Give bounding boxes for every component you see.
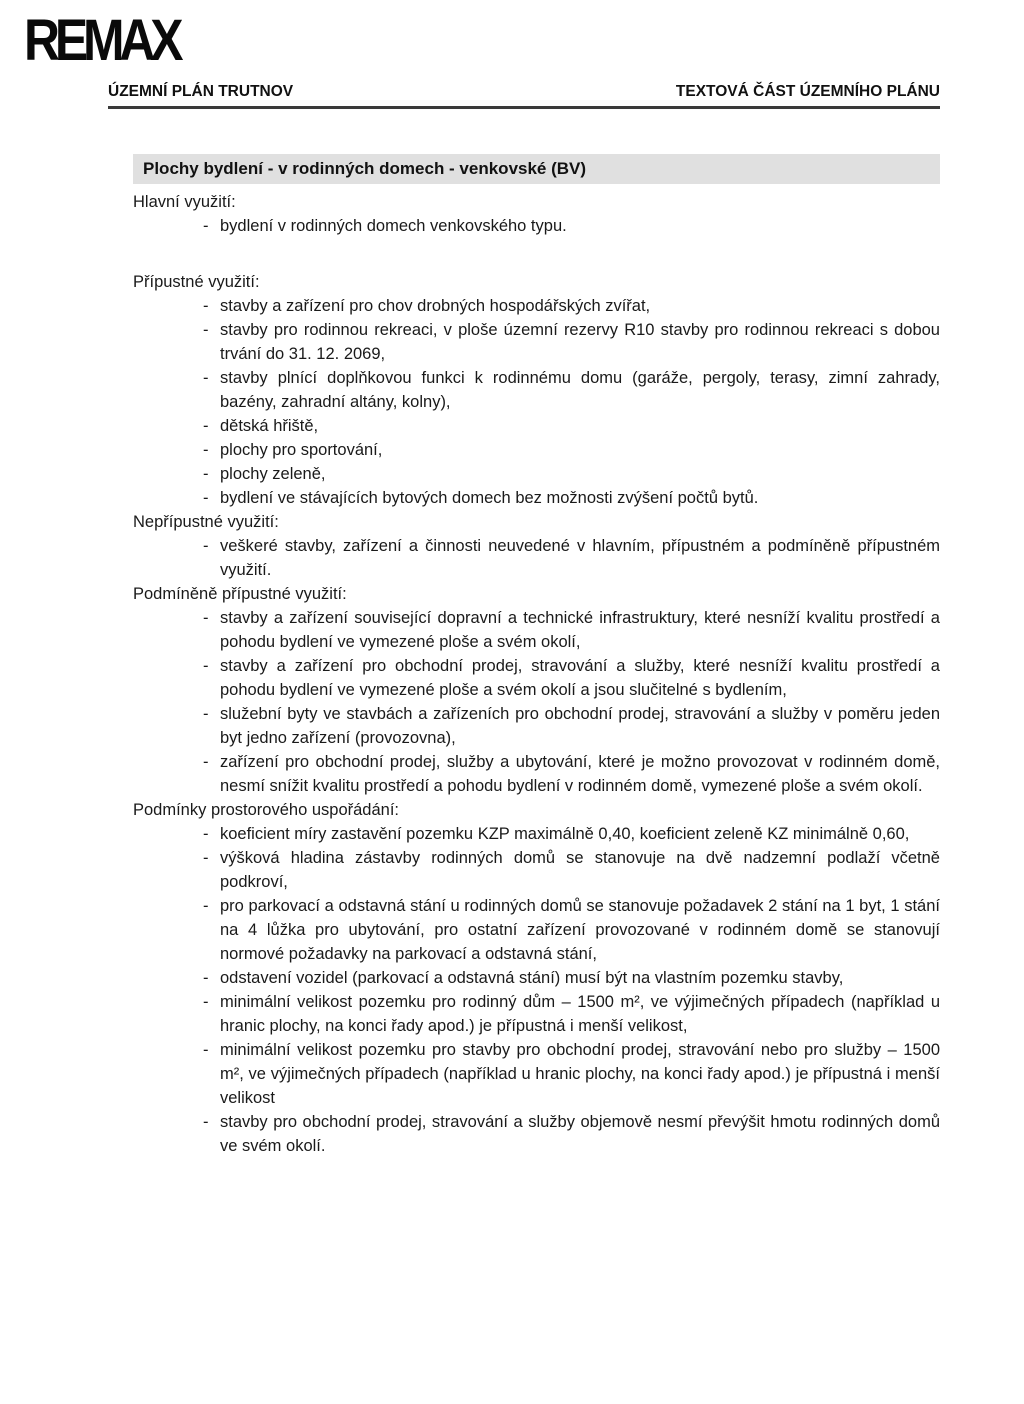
header-left-title: ÚZEMNÍ PLÁN TRUTNOV <box>108 83 294 101</box>
section-title-bar: Plochy bydlení - v rodinných domech - venkovské (BV) <box>133 154 940 184</box>
bullet-dash: - <box>203 609 209 628</box>
bullet-dash: - <box>203 465 209 484</box>
bullet-text: bydlení v rodinných domech venkovského typu. <box>220 217 567 236</box>
bullet-text: pro parkovací a odstavná stání u rodinných domů se stanovuje požadavek 2 stání na 1 byt, 1 stání na 4 lůžka pro ubytování, pro ostatní zařízení provozované v rodinném domě se stanovují normové požadavky na parkovací a odstavná stání, <box>220 897 940 964</box>
bullet-dash: - <box>203 217 209 236</box>
section-heading: Hlavní využití: <box>133 193 236 212</box>
bullet-dash: - <box>203 1041 209 1060</box>
list-item <box>133 990 940 1038</box>
list-item <box>133 462 940 486</box>
bullet-text: stavby pro rodinnou rekreaci, v ploše územní rezervy R10 stavby pro rodinnou rekreaci s dobou trvání do 31. 12. 2069, <box>220 321 940 364</box>
bullet-dash: - <box>203 993 209 1012</box>
remax-logo: REMAX <box>24 8 179 73</box>
bullet-dash: - <box>203 825 209 844</box>
list-item <box>133 486 940 510</box>
bullet-text: služební byty ve stavbách a zařízeních pro obchodní prodej, stravování a služby v poměru jeden byt jedno zařízení (provozovna), <box>220 705 940 748</box>
usage-section <box>133 190 940 238</box>
list-item <box>133 294 940 318</box>
section-heading: Přípustné využití: <box>133 273 260 292</box>
list-item <box>133 366 940 414</box>
bullet-text: stavby plnící doplňkovou funkci k rodinnému domu (garáže, pergoly, terasy, zimní zahrady, bazény, zahradní altány, kolny), <box>220 369 940 412</box>
list-item <box>133 414 940 438</box>
list-item <box>133 1038 940 1110</box>
bullet-text: minimální velikost pozemku pro rodinný dům – 1500 m², ve výjimečných případech (například u hranic plochy, na konci řady apod.) je přípustná i menší velikost, <box>220 993 940 1036</box>
bullet-text: plochy pro sportování, <box>220 441 383 460</box>
bullet-text: výšková hladina zástavby rodinných domů se stanovuje na dvě nadzemní podlaží včetně podkroví, <box>220 849 940 892</box>
bullet-text: stavby pro obchodní prodej, stravování a služby objemově nesmí převýšit hmotu rodinných domů ve svém okolí. <box>220 1113 940 1156</box>
bullet-dash: - <box>203 417 209 436</box>
bullet-dash: - <box>203 849 209 868</box>
bullet-dash: - <box>203 1113 209 1132</box>
bullet-text: minimální velikost pozemku pro stavby pro obchodní prodej, stravování nebo pro služby – 1500 m², ve výjimečných případech (například u hranic plochy, na konci řady apod.) je přípustná i menší velikost <box>220 1041 940 1108</box>
usage-section <box>133 798 940 1158</box>
bullet-text: bydlení ve stávajících bytových domech bez možnosti zvýšení počtů bytů. <box>220 489 759 508</box>
bullet-dash: - <box>203 969 209 988</box>
list-item <box>133 822 940 846</box>
list-item <box>133 654 940 702</box>
list-item <box>133 1110 940 1158</box>
list-item <box>133 534 940 582</box>
bullet-text: koeficient míry zastavění pozemku KZP maximálně 0,40, koeficient zeleně KZ minimálně 0,60, <box>220 825 910 844</box>
bullet-dash: - <box>203 657 209 676</box>
list-item <box>133 966 940 990</box>
section-heading: Nepřípustné využití: <box>133 513 279 532</box>
bullet-dash: - <box>203 297 209 316</box>
bullet-text: stavby a zařízení pro obchodní prodej, stravování a služby, které nesníží kvalitu prostředí a pohodu bydlení ve vymezené ploše a svém okolí a jsou slučitelné s bydlením, <box>220 657 940 700</box>
bullet-text: stavby a zařízení pro chov drobných hospodářských zvířat, <box>220 297 651 316</box>
list-item <box>133 846 940 894</box>
usage-section <box>133 510 940 582</box>
list-item <box>133 750 940 798</box>
bullet-text: veškeré stavby, zařízení a činnosti neuvedené v hlavním, přípustném a podmíněně přípustném využití. <box>220 537 940 580</box>
usage-section <box>133 270 940 510</box>
bullet-dash: - <box>203 321 209 340</box>
list-item <box>133 606 940 654</box>
bullet-text: zařízení pro obchodní prodej, služby a ubytování, které je možno provozovat v rodinném domě, nesmí snížit kvalitu prostředí a pohodu bydlení v rodinném domě, vymezené ploše a svém okolí. <box>220 753 940 796</box>
bullet-dash: - <box>203 705 209 724</box>
usage-section <box>133 582 940 798</box>
bullet-dash: - <box>203 489 209 508</box>
bullet-dash: - <box>203 753 209 772</box>
document-content <box>133 154 940 1158</box>
list-item <box>133 438 940 462</box>
section-heading: Podmíněně přípustné využití: <box>133 585 347 604</box>
bullet-dash: - <box>203 897 209 916</box>
bullet-dash: - <box>203 441 209 460</box>
list-item <box>133 214 940 238</box>
bullet-text: stavby a zařízení související dopravní a technické infrastruktury, které nesníží kvalitu prostředí a pohodu bydlení ve vymezené ploše a svém okolí, <box>220 609 940 652</box>
list-item <box>133 894 940 966</box>
bullet-dash: - <box>203 369 209 388</box>
bullet-dash: - <box>203 537 209 556</box>
list-item <box>133 318 940 366</box>
list-item <box>133 702 940 750</box>
sections-container <box>133 190 940 1158</box>
bullet-text: plochy zeleně, <box>220 465 326 484</box>
bullet-text: dětská hřiště, <box>220 417 319 436</box>
section-heading: Podmínky prostorového uspořádání: <box>133 801 399 820</box>
bullet-text: odstavení vozidel (parkovací a odstavná stání) musí být na vlastním pozemku stavby, <box>220 969 844 988</box>
page-header <box>108 83 940 109</box>
header-right-title: TEXTOVÁ ČÁST ÚZEMNÍHO PLÁNU <box>675 83 940 101</box>
